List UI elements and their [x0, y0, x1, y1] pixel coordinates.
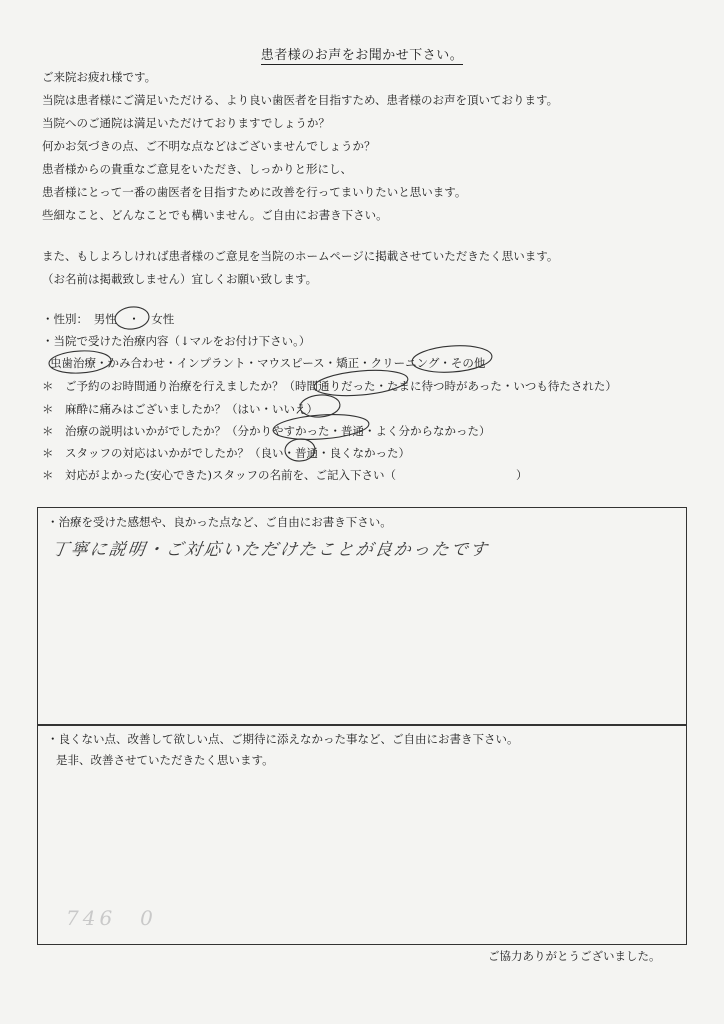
- question-treatment-header: ・当院で受けた治療内容（↓マルをお付け下さい。）: [42, 334, 311, 348]
- intro-line-7: 些細なこと、どんなことでも構いません。ご自由にお書き下さい。: [42, 208, 388, 222]
- intro-line-6: 患者様にとって一番の歯医者を目指すために改善を行ってまいりたいと思います。: [42, 185, 467, 199]
- intro-line-4: 何かお気づきの点、ご不明な点などはございませんでしょうか？: [42, 139, 376, 153]
- impressions-label: ・治療を受けた感想や、良かった点など、ご自由にお書き下さい。: [47, 515, 392, 529]
- question-staff-name-close: ）: [515, 468, 528, 482]
- publish-line-2: （お名前は掲載致しません）宜しくお願い致します。: [42, 272, 318, 286]
- intro-line-1: ご来院お疲れ様です。: [42, 70, 157, 84]
- question-time: ＊ ご予約のお時間通り治療を行えましたか？（時間通りだった・たまに待つ時があった・いつも待たされた）: [42, 379, 617, 393]
- question-explain: ＊ 治療の説明はいかがでしたか？（分かりやすかった・普通・よく分からなかった）: [42, 424, 491, 438]
- question-pain: ＊ 麻酔に痛みはございましたか？（はい・いいえ）: [42, 402, 318, 416]
- intro-line-2: 当院は患者様にご満足いただける、より良い歯医者を目指すため、患者様のお声を頂いております。: [42, 93, 559, 107]
- intro-line-3: 当院へのご通院は満足いただけておりますでしょうか？: [42, 116, 330, 130]
- improvements-label-2: 是非、改善させていただきたく思います。: [56, 753, 274, 767]
- question-staff-name: [42, 468, 527, 482]
- intro-line-5: 患者様からの貴重なご意見をいただき、しっかりと形にし、: [42, 162, 353, 176]
- question-gender: ・性別： 男性 ・ 女性: [42, 312, 175, 326]
- thanks-footer: ご協力ありがとうございました。: [488, 949, 661, 963]
- question-staff: ＊ スタッフの対応はいかがでしたか？（良い・普通・良くなかった）: [42, 446, 410, 460]
- improvements-label-1: ・良くない点、改善して欲しい点、ご期待に添えなかった事など、ご自由にお書き下さい。: [47, 732, 519, 746]
- handwritten-answer: 丁寧に説明・ご対応いただけたことが良かったです: [50, 540, 491, 560]
- question-treatment-options: 虫歯治療・かみ合わせ・インプラント・マウスピース・矯正・クリーニング・その他: [50, 356, 486, 370]
- publish-line-1: また、もしよろしければ患者様のご意見を当院のホームページに掲載させていただきたく思います。: [42, 249, 559, 263]
- question-staff-name-label: ＊ 対応がよかった(安心できた)スタッフの名前を、ご記入下さい（: [42, 468, 396, 482]
- faint-pencil-mark: 746 0: [66, 906, 157, 930]
- survey-title: 患者様のお声をお聞かせ下さい。: [260, 48, 464, 63]
